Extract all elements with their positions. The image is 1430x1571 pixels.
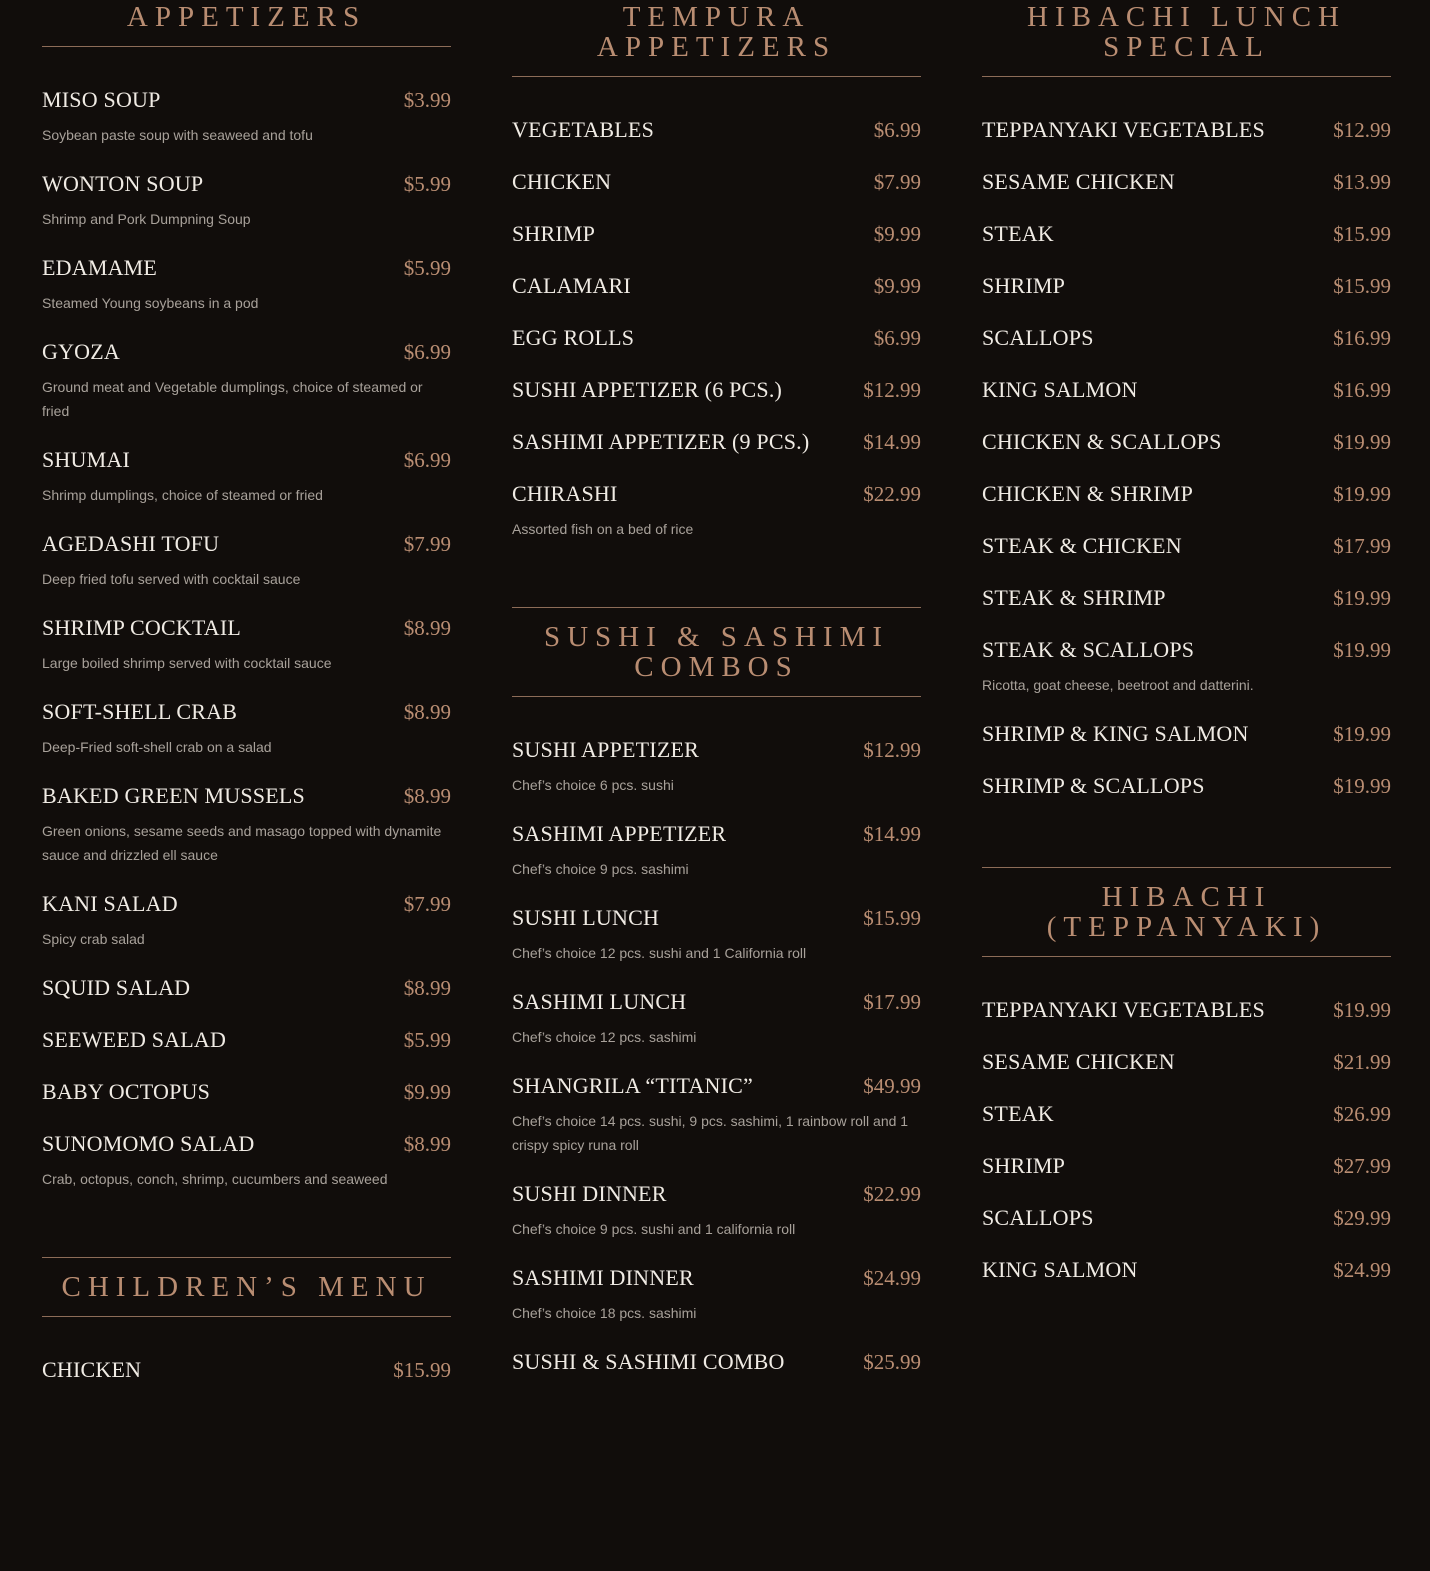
menu-item-price: $19.99 bbox=[1333, 638, 1391, 662]
menu-item bbox=[42, 1131, 451, 1215]
menu-item bbox=[42, 447, 451, 531]
menu-item bbox=[982, 429, 1391, 481]
menu-item-row bbox=[982, 1101, 1391, 1127]
menu-item-row bbox=[982, 1205, 1391, 1231]
menu-item-name: SQUID SALAD bbox=[42, 975, 191, 1000]
menu-item-price: $17.99 bbox=[863, 990, 921, 1014]
menu-item-price: $19.99 bbox=[1333, 774, 1391, 798]
menu-item-price: $12.99 bbox=[863, 378, 921, 402]
menu-item-row bbox=[512, 989, 921, 1015]
menu-item-description: Green onions, sesame seeds and masago topped with dynamite sauce and drizzled ell sauce bbox=[42, 823, 442, 863]
menu-list-hibachi-lunch-special bbox=[982, 117, 1391, 825]
menu-item bbox=[982, 377, 1391, 429]
menu-item-name: SEEWEED SALAD bbox=[42, 1027, 227, 1052]
menu-item bbox=[512, 737, 921, 821]
menu-item bbox=[512, 273, 921, 325]
menu-item-price: $7.99 bbox=[873, 170, 921, 194]
menu-item-row bbox=[42, 615, 451, 641]
menu-item bbox=[42, 699, 451, 783]
menu-item bbox=[982, 481, 1391, 533]
menu-item bbox=[42, 87, 451, 171]
menu-item bbox=[42, 339, 451, 447]
menu-list-hibachi-teppanyaki bbox=[982, 997, 1391, 1309]
section-divider bbox=[982, 867, 1391, 868]
menu-item-row bbox=[982, 377, 1391, 403]
menu-item-description: Large boiled shrimp served with cocktail sauce bbox=[42, 655, 332, 671]
menu-item-row bbox=[982, 117, 1391, 143]
section-title-tempura-appetizers: TEMPURA APPETIZERS bbox=[596, 1, 837, 63]
menu-item-price: $6.99 bbox=[873, 118, 921, 142]
menu-item-name: BAKED GREEN MUSSELS bbox=[42, 783, 305, 808]
menu-item bbox=[42, 783, 451, 891]
menu-item bbox=[42, 531, 451, 615]
menu-item-price: $12.99 bbox=[1333, 118, 1391, 142]
menu-item-price: $14.99 bbox=[863, 822, 921, 846]
section-divider bbox=[512, 607, 921, 608]
menu-item-row bbox=[982, 325, 1391, 351]
section-title-sushi-sashimi-combos: SUSHI & SASHIMI COMBOS bbox=[543, 621, 890, 683]
menu-item-price: $3.99 bbox=[403, 88, 451, 112]
menu-item-row bbox=[512, 481, 921, 507]
menu-item-row bbox=[512, 1349, 921, 1375]
menu-item-name: SASHIMI DINNER bbox=[512, 1265, 694, 1290]
menu-item bbox=[512, 325, 921, 377]
menu-item-name: SASHIMI APPETIZER bbox=[512, 821, 727, 846]
menu-item-name: SUSHI APPETIZER (6 PCS.) bbox=[512, 377, 783, 402]
menu-item-name: CHICKEN bbox=[512, 169, 612, 194]
menu-item-name: CALAMARI bbox=[512, 273, 631, 298]
menu-item-price: $15.99 bbox=[1333, 274, 1391, 298]
menu-item-price: $22.99 bbox=[863, 1182, 921, 1206]
menu-item-row bbox=[982, 429, 1391, 455]
menu-item-row bbox=[982, 533, 1391, 559]
menu-item-price: $5.99 bbox=[403, 1028, 451, 1052]
menu-item-description: Steamed Young soybeans in a pod bbox=[42, 295, 259, 311]
menu-item bbox=[42, 171, 451, 255]
menu-item-name: CHIRASHI bbox=[512, 481, 618, 506]
menu-item-name: SESAME CHICKEN bbox=[982, 169, 1175, 194]
menu-item-price: $7.99 bbox=[403, 532, 451, 556]
menu-item-price: $22.99 bbox=[863, 482, 921, 506]
menu-item-name: SUSHI & SASHIMI COMBO bbox=[512, 1349, 785, 1374]
menu-item-price: $17.99 bbox=[1333, 534, 1391, 558]
menu-item-price: $15.99 bbox=[1333, 222, 1391, 246]
menu-item bbox=[982, 585, 1391, 637]
menu-item-description: Assorted fish on a bed of rice bbox=[512, 521, 694, 537]
menu-item-price: $9.99 bbox=[873, 274, 921, 298]
menu-item-name: CHICKEN & SCALLOPS bbox=[982, 429, 1222, 454]
menu-item-name: KANI SALAD bbox=[42, 891, 178, 916]
menu-item-row bbox=[42, 891, 451, 917]
menu-item-price: $9.99 bbox=[873, 222, 921, 246]
section-title-childrens-menu: CHILDREN’S MENU bbox=[61, 1271, 432, 1303]
menu-item-name: SHRIMP bbox=[982, 273, 1066, 298]
section-title-hibachi-lunch-special: HIBACHI LUNCH SPECIAL bbox=[1027, 1, 1346, 63]
menu-item-name: KING SALMON bbox=[982, 377, 1138, 402]
menu-item-row bbox=[512, 1073, 921, 1099]
menu-item-price: $5.99 bbox=[403, 172, 451, 196]
menu-item-name: SASHIMI LUNCH bbox=[512, 989, 687, 1014]
menu-item-price: $8.99 bbox=[403, 700, 451, 724]
menu-item-name: SHRIMP bbox=[982, 1153, 1066, 1178]
section-divider bbox=[42, 1257, 451, 1258]
menu-item bbox=[42, 615, 451, 699]
menu-item bbox=[42, 1079, 451, 1131]
menu-item-price: $8.99 bbox=[403, 784, 451, 808]
menu-item-row bbox=[512, 377, 921, 403]
menu-item-name: VEGETABLES bbox=[512, 117, 655, 142]
menu-item-name: SOFT-SHELL CRAB bbox=[42, 699, 238, 724]
menu-item-description: Crab, octopus, conch, shrimp, cucumbers and seaweed bbox=[42, 1171, 388, 1187]
menu-column-right bbox=[982, 0, 1391, 1309]
menu-item-price: $5.99 bbox=[403, 256, 451, 280]
menu-item-description: Chef’s choice 9 pcs. sushi and 1 california roll bbox=[512, 1221, 796, 1237]
menu-item-price: $25.99 bbox=[863, 1350, 921, 1374]
menu-item bbox=[982, 773, 1391, 825]
menu-item-row bbox=[42, 1357, 451, 1383]
menu-item-row bbox=[42, 255, 451, 281]
menu-item-row bbox=[512, 1181, 921, 1207]
menu-item-price: $19.99 bbox=[1333, 482, 1391, 506]
menu-item-name: CHICKEN bbox=[42, 1357, 142, 1382]
menu-item-price: $6.99 bbox=[403, 448, 451, 472]
menu-item-price: $7.99 bbox=[403, 892, 451, 916]
menu-item bbox=[982, 1205, 1391, 1257]
menu-item-name: STEAK bbox=[982, 1101, 1054, 1126]
menu-item-row bbox=[42, 1027, 451, 1053]
section-title-appetizers: APPETIZERS bbox=[126, 1, 367, 33]
section-divider bbox=[512, 76, 921, 77]
menu-item-price: $16.99 bbox=[1333, 326, 1391, 350]
menu-item-description: Chef’s choice 6 pcs. sushi bbox=[512, 777, 674, 793]
menu-item bbox=[982, 533, 1391, 585]
menu-item-name: SESAME CHICKEN bbox=[982, 1049, 1175, 1074]
menu-item-row bbox=[512, 273, 921, 299]
menu-item-price: $19.99 bbox=[1333, 998, 1391, 1022]
menu-item bbox=[512, 1073, 921, 1181]
menu-item-price: $49.99 bbox=[863, 1074, 921, 1098]
menu-item-name: GYOZA bbox=[42, 339, 120, 364]
menu-item-price: $19.99 bbox=[1333, 722, 1391, 746]
menu-item-name: KING SALMON bbox=[982, 1257, 1138, 1282]
menu-item-name: MISO SOUP bbox=[42, 87, 161, 112]
menu-item-price: $21.99 bbox=[1333, 1050, 1391, 1074]
menu-item-description: Chef’s choice 12 pcs. sushi and 1 California roll bbox=[512, 945, 807, 961]
menu-column-middle bbox=[512, 0, 921, 1401]
menu-item bbox=[42, 975, 451, 1027]
menu-item-name: EGG ROLLS bbox=[512, 325, 635, 350]
menu-item-description: Chef’s choice 9 pcs. sashimi bbox=[512, 861, 689, 877]
menu-item bbox=[512, 429, 921, 481]
menu-item-row bbox=[512, 737, 921, 763]
menu-item bbox=[982, 117, 1391, 169]
menu-item-row bbox=[512, 169, 921, 195]
menu-item-name: STEAK & SHRIMP bbox=[982, 585, 1166, 610]
menu-item bbox=[512, 1181, 921, 1265]
menu-item-price: $8.99 bbox=[403, 976, 451, 1000]
menu-item bbox=[982, 721, 1391, 773]
menu-item-name: SHRIMP bbox=[512, 221, 596, 246]
menu-item bbox=[42, 255, 451, 339]
menu-item-row bbox=[982, 481, 1391, 507]
menu-item-name: TEPPANYAKI VEGETABLES bbox=[982, 997, 1265, 1022]
menu-item-price: $19.99 bbox=[1333, 430, 1391, 454]
menu-item-price: $24.99 bbox=[1333, 1258, 1391, 1282]
menu-item-name: STEAK & CHICKEN bbox=[982, 533, 1182, 558]
menu-item-row bbox=[42, 975, 451, 1001]
menu-item-row bbox=[512, 1265, 921, 1291]
menu-item-row bbox=[512, 905, 921, 931]
menu-item-price: $8.99 bbox=[403, 1132, 451, 1156]
menu-item-row bbox=[42, 1079, 451, 1105]
menu-item-description: Shrimp dumplings, choice of steamed or fried bbox=[42, 487, 323, 503]
menu-item-name: SUNOMOMO SALAD bbox=[42, 1131, 255, 1156]
menu-item bbox=[982, 273, 1391, 325]
menu-item-name: SHRIMP & KING SALMON bbox=[982, 721, 1249, 746]
menu-item bbox=[512, 1349, 921, 1401]
menu-item bbox=[42, 891, 451, 975]
menu-item bbox=[512, 821, 921, 905]
menu-item-name: EDAMAME bbox=[42, 255, 158, 280]
menu-item-name: AGEDASHI TOFU bbox=[42, 531, 220, 556]
menu-item bbox=[512, 1265, 921, 1349]
menu-item-price: $12.99 bbox=[863, 738, 921, 762]
menu-item-name: SUSHI LUNCH bbox=[512, 905, 660, 930]
section-title-hibachi-teppanyaki: HIBACHI (TEPPANYAKI) bbox=[1046, 881, 1327, 943]
section-divider bbox=[982, 956, 1391, 957]
menu-item-row bbox=[512, 429, 921, 455]
menu-item-price: $26.99 bbox=[1333, 1102, 1391, 1126]
menu-item-row bbox=[982, 1257, 1391, 1283]
menu-list-sushi-sashimi-combos bbox=[512, 737, 921, 1401]
menu-item-name: SCALLOPS bbox=[982, 1205, 1094, 1230]
menu-item-row bbox=[42, 447, 451, 473]
menu-item bbox=[512, 221, 921, 273]
menu-item-row bbox=[512, 221, 921, 247]
menu-item-description: Deep fried tofu served with cocktail sauce bbox=[42, 571, 301, 587]
menu-item-price: $19.99 bbox=[1333, 586, 1391, 610]
menu-item-row bbox=[982, 169, 1391, 195]
section-divider bbox=[42, 1316, 451, 1317]
menu-item-name: SHRIMP COCKTAIL bbox=[42, 615, 242, 640]
menu-item bbox=[512, 481, 921, 565]
menu-item-row bbox=[42, 171, 451, 197]
menu-item-name: SHRIMP & SCALLOPS bbox=[982, 773, 1205, 798]
menu-item bbox=[42, 1357, 451, 1409]
menu-item-name: SUSHI DINNER bbox=[512, 1181, 667, 1206]
menu-item-price: $14.99 bbox=[863, 430, 921, 454]
menu-item-price: $9.99 bbox=[403, 1080, 451, 1104]
menu-item-price: $27.99 bbox=[1333, 1154, 1391, 1178]
menu-item-name: SHANGRILA “TITANIC” bbox=[512, 1073, 753, 1098]
menu-item bbox=[42, 1027, 451, 1079]
menu-item-row bbox=[982, 221, 1391, 247]
menu-item-name: CHICKEN & SHRIMP bbox=[982, 481, 1194, 506]
menu-item-name: SASHIMI APPETIZER (9 PCS.) bbox=[512, 429, 810, 454]
menu-list-appetizers bbox=[42, 87, 451, 1215]
menu-item-row bbox=[42, 699, 451, 725]
section-divider bbox=[982, 76, 1391, 77]
menu-item-row bbox=[512, 117, 921, 143]
menu-item bbox=[512, 905, 921, 989]
menu-item-price: $24.99 bbox=[863, 1266, 921, 1290]
menu-item-price: $6.99 bbox=[873, 326, 921, 350]
menu-item-row bbox=[512, 325, 921, 351]
menu-item-description: Spicy crab salad bbox=[42, 931, 145, 947]
section-divider bbox=[42, 46, 451, 47]
menu-item bbox=[982, 221, 1391, 273]
menu-item-row bbox=[982, 1153, 1391, 1179]
menu-item bbox=[982, 997, 1391, 1049]
menu-item-name: TEPPANYAKI VEGETABLES bbox=[982, 117, 1265, 142]
menu-item-row bbox=[42, 1131, 451, 1157]
menu-column-left bbox=[42, 0, 451, 1409]
menu-item-row bbox=[982, 773, 1391, 799]
menu-item bbox=[512, 377, 921, 429]
menu-item-row bbox=[512, 821, 921, 847]
menu-item-price: $8.99 bbox=[403, 616, 451, 640]
menu-item bbox=[512, 117, 921, 169]
menu-item bbox=[982, 325, 1391, 377]
menu-item-name: SHUMAI bbox=[42, 447, 130, 472]
menu-item-price: $15.99 bbox=[393, 1358, 451, 1382]
menu-item-row bbox=[42, 87, 451, 113]
menu-item-row bbox=[982, 273, 1391, 299]
menu-item-description: Deep-Fried soft-shell crab on a salad bbox=[42, 739, 272, 755]
menu-item-row bbox=[982, 721, 1391, 747]
menu-item-description: Soybean paste soup with seaweed and tofu bbox=[42, 127, 313, 143]
menu-item-row bbox=[982, 585, 1391, 611]
menu-item bbox=[512, 989, 921, 1073]
menu-item-name: WONTON SOUP bbox=[42, 171, 204, 196]
menu-item-name: STEAK bbox=[982, 221, 1054, 246]
menu-item bbox=[982, 1049, 1391, 1101]
menu-item-price: $13.99 bbox=[1333, 170, 1391, 194]
menu-item-name: BABY OCTOPUS bbox=[42, 1079, 211, 1104]
menu-list-childrens-menu bbox=[42, 1357, 451, 1409]
menu-item-price: $16.99 bbox=[1333, 378, 1391, 402]
menu-item-description: Chef’s choice 12 pcs. sashimi bbox=[512, 1029, 697, 1045]
menu-item-name: SUSHI APPETIZER bbox=[512, 737, 699, 762]
menu-item-row bbox=[42, 531, 451, 557]
menu-item-row bbox=[42, 339, 451, 365]
menu-item bbox=[982, 1257, 1391, 1309]
menu-item-price: $15.99 bbox=[863, 906, 921, 930]
menu-item bbox=[982, 169, 1391, 221]
menu-item-name: SCALLOPS bbox=[982, 325, 1094, 350]
menu-item-row bbox=[982, 997, 1391, 1023]
section-divider bbox=[512, 696, 921, 697]
menu-item-row bbox=[982, 1049, 1391, 1075]
menu-item-name: STEAK & SCALLOPS bbox=[982, 637, 1195, 662]
menu-item-price: $6.99 bbox=[403, 340, 451, 364]
menu-item-row bbox=[982, 637, 1391, 663]
menu-item-row bbox=[42, 783, 451, 809]
menu-item bbox=[512, 169, 921, 221]
menu-item-description: Shrimp and Pork Dumpning Soup bbox=[42, 211, 251, 227]
menu-item-description: Ricotta, goat cheese, beetroot and datterini. bbox=[982, 677, 1254, 693]
menu-item bbox=[982, 1153, 1391, 1205]
menu-item-description: Ground meat and Vegetable dumplings, choice of steamed or fried bbox=[42, 379, 423, 419]
menu-item bbox=[982, 637, 1391, 721]
menu-list-tempura-appetizers bbox=[512, 117, 921, 565]
menu-item-description: Chef’s choice 14 pcs. sushi, 9 pcs. sashimi, 1 rainbow roll and 1 crispy spicy runa roll bbox=[512, 1113, 909, 1153]
menu-item-description: Chef’s choice 18 pcs. sashimi bbox=[512, 1305, 697, 1321]
menu-item-price: $29.99 bbox=[1333, 1206, 1391, 1230]
menu-item bbox=[982, 1101, 1391, 1153]
